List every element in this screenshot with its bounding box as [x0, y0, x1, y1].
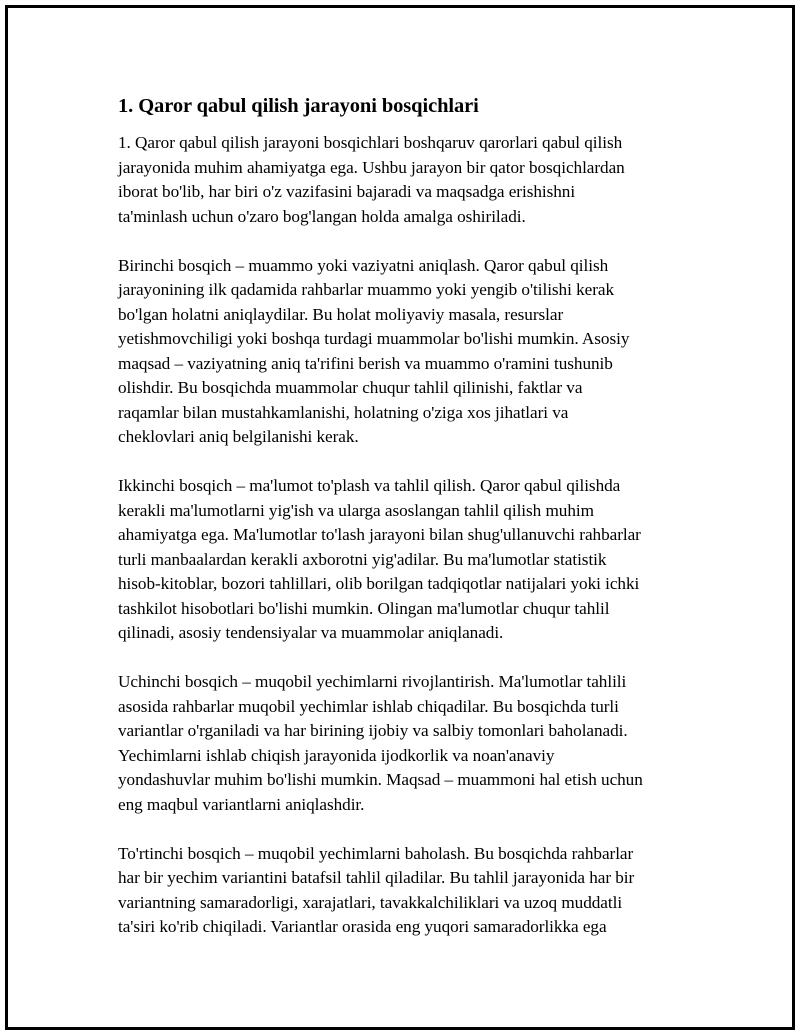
paragraph-stage-3: Uchinchi bosqich – muqobil yechimlarni rivojlantirish. Ma'lumotlar tahlili asosida rahbarlar muqobil yechimlar ishlab chiqadilar. Bu bosqichda turli variantlar o'rganiladi va har birining ijobiy va salbiy tomonlari baholanadi. Yechimlarni ishlab chiqish jarayonida ijodkorlik va noan'anaviy yondashuvlar muhim bo'lishi mumkin. Maqsad – muammoni hal etish uchun eng maqbul variantlarni aniqlashdir.	[118, 672, 643, 814]
paragraph-stage-1: Birinchi bosqich – muammo yoki vaziyatni aniqlash. Qaror qabul qilish jarayonining ilk qadamida rahbarlar muammo yoki yengib o'tilishi kerak bo'lgan holatni aniqlaydilar. Bu holat moliyaviy masala, resurslar yetishmovchiligi yoki boshqa turdagi muammolar bo'lishi mumkin. Asosiy maqsad – vaziyatning aniq ta'rifini berish va muammo o'ramini tushunib olishdir. Bu bosqichda muammolar chuqur tahlil qilinishi, faktlar va raqamlar bilan mustahkamlanishi, holatning o'ziga xos jihatlari va cheklovlari aniq belgilanishi kerak.	[118, 255, 630, 446]
paragraph-intro: 1. Qaror qabul qilish jarayoni bosqichlari boshqaruv qarorlari qabul qilish jarayonida muhim ahamiyatga ega. Ushbu jarayon bir qator bosqichlardan iborat bo'lib, har biri o'z vazifasini bajaradi va maqsadga erishishni ta'minlash uchun o'zaro bog'langan holda amalga oshiriladi.	[118, 133, 625, 226]
section-heading: 1. Qaror qabul qilish jarayoni bosqichlari	[118, 95, 479, 117]
paragraph-stage-4: To'rtinchi bosqich – muqobil yechimlarni baholash. Bu bosqichda rahbarlar har bir yechim variantini batafsil tahlil qiladilar. Bu tahlil jarayonida har bir variantning samaradorligi, xarajatlari, tavakkalchiliklari va uzoq muddatli ta'siri ko'rib chiqiladi. Variantlar orasida eng yuqori samaradorlikka ega	[118, 843, 635, 936]
document-body	[118, 93, 688, 964]
paragraph-stage-2: Ikkinchi bosqich – ma'lumot to'plash va tahlil qilish. Qaror qabul qilishda kerakli ma'lumotlarni yig'ish va ularga asoslangan tahlil qilish muhim ahamiyatga ega. Ma'lumotlar to'lash jarayoni bilan shug'ullanuvchi rahbarlar turli manbaalardan kerakli axborotni yig'adilar. Bu ma'lumotlar statistik hisob-kitoblar, bozori tahlillari, olib borilgan tadqiqotlar natijalari yoki ichki tashkilot hisobotlari bo'lishi mumkin. Olingan ma'lumotlar chuqur tahlil qilinadi, asosiy tendensiyalar va muammolar aniqlanadi.	[118, 476, 641, 642]
